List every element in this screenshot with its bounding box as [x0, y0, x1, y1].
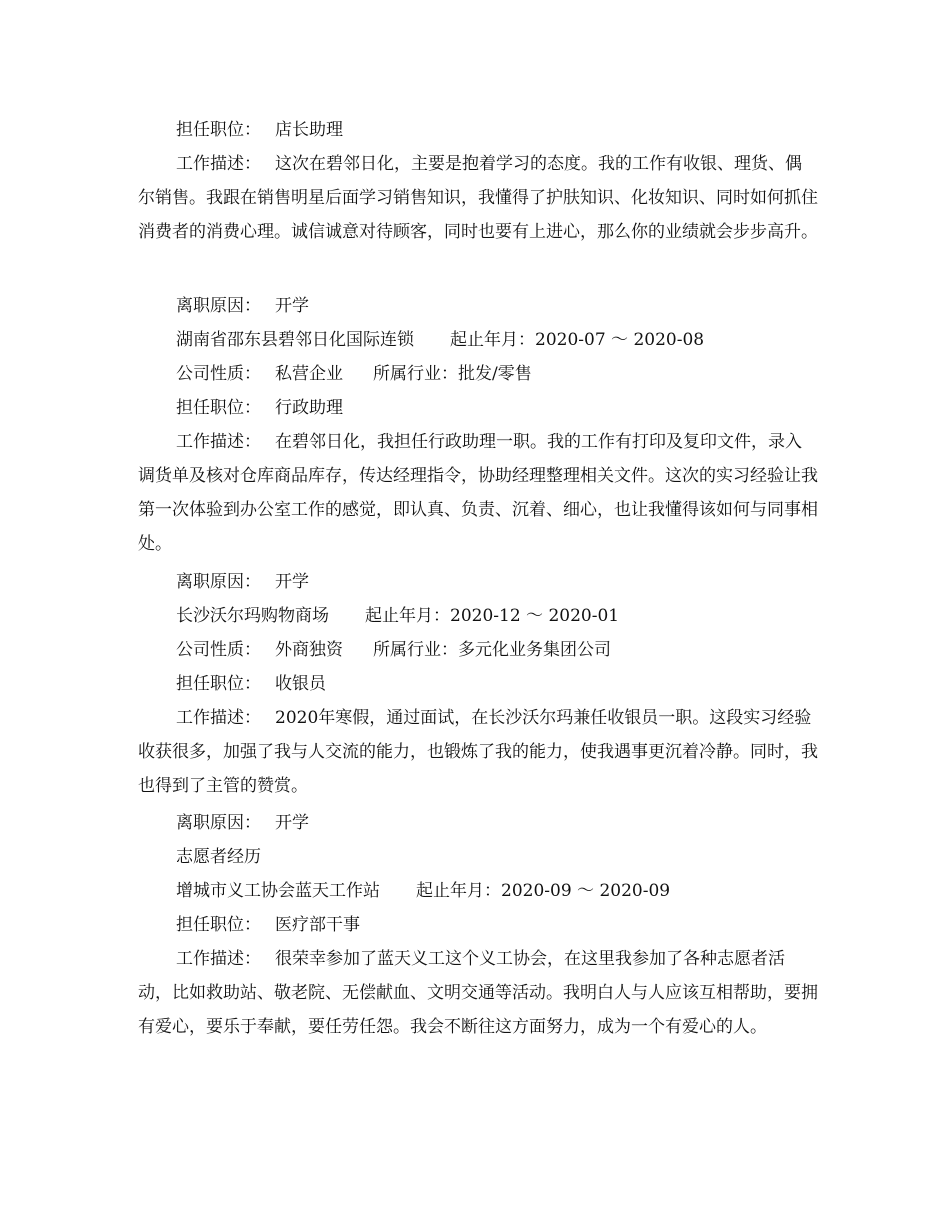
position-line [176, 398, 343, 418]
company-nature-label: 公司性质： [176, 364, 261, 384]
company-name: 湖南省邵东县碧邻日化国际连锁 [176, 330, 414, 350]
period-label: 起止年月： [450, 330, 535, 350]
leave-reason-line [176, 813, 309, 833]
period-label: 起止年月： [416, 881, 501, 901]
position-label: 担任职位： [176, 398, 261, 418]
leave-reason-line [176, 296, 309, 316]
leave-reason-value: 开学 [275, 296, 309, 316]
period-value: 2020-12 ～ 2020-01 [450, 606, 620, 626]
leave-reason-label: 离职原因： [176, 296, 261, 316]
work-description [138, 425, 818, 561]
position-label: 担任职位： [176, 120, 261, 140]
leave-reason-line [176, 572, 309, 592]
description-label: 工作描述： [176, 708, 261, 728]
period-label: 起止年月： [365, 606, 450, 626]
position-value: 店长助理 [275, 120, 343, 140]
company-nature-value: 外商独资 [275, 640, 343, 660]
position-value: 医疗部干事 [275, 915, 360, 935]
company-nature-label: 公司性质： [176, 640, 261, 660]
leave-reason-label: 离职原因： [176, 572, 261, 592]
position-line [176, 120, 343, 140]
volunteer-org-name: 增城市义工协会蓝天工作站 [176, 881, 380, 901]
leave-reason-value: 开学 [275, 813, 309, 833]
period-value: 2020-09 ～ 2020-09 [501, 881, 671, 901]
position-value: 行政助理 [275, 398, 343, 418]
industry-value: 多元化业务集团公司 [458, 640, 611, 660]
industry-label: 所属行业： [373, 640, 458, 660]
volunteer-heading: 志愿者经历 [176, 847, 261, 867]
work-description [138, 942, 818, 1044]
volunteer-org-line [176, 881, 670, 901]
company-name: 长沙沃尔玛购物商场 [176, 606, 329, 626]
leave-reason-label: 离职原因： [176, 813, 261, 833]
industry-value: 批发/零售 [458, 364, 532, 384]
description-label: 工作描述： [176, 154, 261, 174]
company-line [176, 606, 619, 626]
company-info-line [176, 364, 532, 384]
industry-label: 所属行业： [373, 364, 458, 384]
work-description [138, 701, 818, 803]
company-nature-value: 私营企业 [275, 364, 343, 384]
company-info-line [176, 640, 611, 660]
position-value: 收银员 [275, 674, 326, 694]
position-line [176, 674, 326, 694]
description-label: 工作描述： [176, 949, 261, 969]
description-text: 很荣幸参加了蓝天义工这个义工协会，在这里我参加了各种志愿者活动，比如救助站、敬老院、无偿献血、文明交通等活动。我明白人与人应该互相帮助，要拥有爱心，要乐于奉献，要任劳任怨。我会不断往这方面努力，成为一个有爱心的人。 [138, 949, 818, 1037]
description-text: 在碧邻日化，我担任行政助理一职。我的工作有打印及复印文件，录入调货单及核对仓库商品库存，传达经理指令，协助经理整理相关文件。这次的实习经验让我第一次体验到办公室工作的感觉，即认真、负责、沉着、细心，也让我懂得该如何与同事相处。 [138, 432, 818, 554]
description-text: 2020年寒假，通过面试，在长沙沃尔玛兼任收银员一职。这段实习经验收获很多，加强了我与人交流的能力，也锻炼了我的能力，使我遇事更沉着冷静。同时，我也得到了主管的赞赏。 [138, 708, 818, 796]
position-label: 担任职位： [176, 674, 261, 694]
company-line [176, 330, 704, 350]
description-text: 这次在碧邻日化，主要是抱着学习的态度。我的工作有收银、理货、偶尔销售。我跟在销售明星后面学习销售知识，我懂得了护肤知识、化妆知识、同时如何抓住消费者的消费心理。诚信诚意对待顾客，同时也要有上进心，那么你的业绩就会步步高升。 [138, 154, 818, 242]
description-label: 工作描述： [176, 432, 261, 452]
leave-reason-value: 开学 [275, 572, 309, 592]
period-value: 2020-07 ～ 2020-08 [535, 330, 705, 350]
work-description [138, 147, 818, 249]
position-label: 担任职位： [176, 915, 261, 935]
position-line [176, 915, 360, 935]
